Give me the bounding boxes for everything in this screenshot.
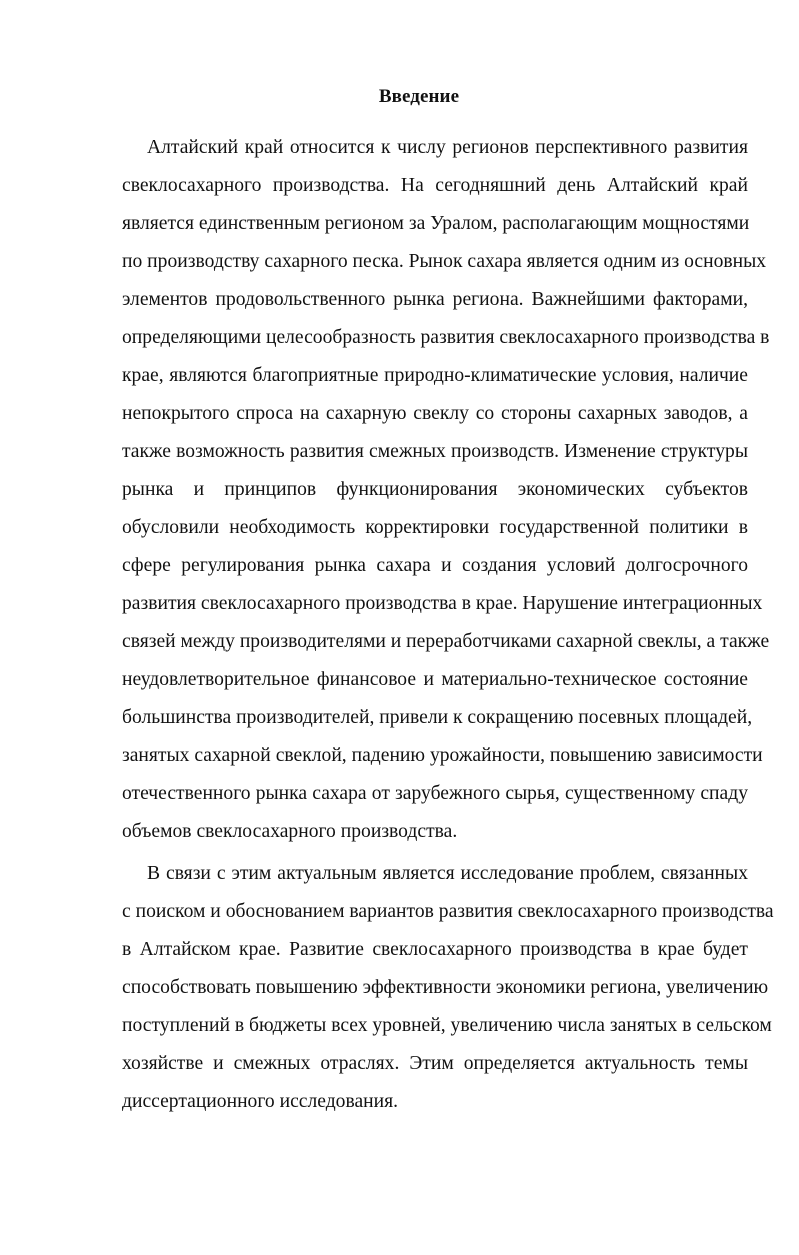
paragraph-line: отечественного рынка сахара от зарубежного сырья, существенному спаду [122, 783, 748, 804]
paragraph-line: является единственным регионом за Уралом, располагающим мощностями [122, 213, 750, 234]
paragraph-line: в Алтайском крае. Развитие свеклосахарного производства в крае будет [122, 939, 748, 960]
paragraph-line: по производству сахарного песка. Рынок сахара является одним из основных [122, 251, 767, 272]
paragraph-line: способствовать повышению эффективности экономики региона, увеличению [122, 977, 769, 998]
paragraph-line: занятых сахарной свеклой, падению урожайности, повышению зависимости [122, 745, 763, 766]
paragraph-line: элементов продовольственного рынка региона. Важнейшими факторами, [122, 289, 748, 310]
paragraph-line: рынка и принципов функционирования экономических субъектов [122, 479, 748, 500]
paragraph-line: поступлений в бюджеты всех уровней, увеличению числа занятых в сельском [122, 1015, 772, 1036]
paragraph-line: сфере регулирования рынка сахара и создания условий долгосрочного [122, 555, 748, 576]
paragraph-line: хозяйстве и смежных отраслях. Этим определяется актуальность темы [122, 1053, 748, 1074]
paragraph-line: связей между производителями и переработчиками сахарной свеклы, а также [122, 631, 770, 652]
paragraph-line: с поиском и обоснованием вариантов развития свеклосахарного производства [122, 901, 774, 922]
paragraph-line: Алтайский край относится к числу регионов перспективного развития [147, 137, 748, 158]
paragraph-line: обусловили необходимость корректировки государственной политики в [122, 517, 748, 538]
paragraph-line: В связи с этим актуальным является исследование проблем, связанных [147, 863, 748, 884]
paragraph-line: объемов свеклосахарного производства. [122, 821, 458, 842]
paragraph-line: диссертационного исследования. [122, 1091, 399, 1112]
paragraph-line: свеклосахарного производства. На сегодняшний день Алтайский край [122, 175, 748, 196]
paragraph-line: большинства производителей, привели к сокращению посевных площадей, [122, 707, 753, 728]
paragraph-line: определяющими целесообразность развития свеклосахарного производства в [122, 327, 770, 348]
page-title: Введение [378, 86, 460, 107]
paragraph-line: крае, являются благоприятные природно-климатические условия, наличие [122, 365, 748, 386]
paragraph-line: развития свеклосахарного производства в крае. Нарушение интеграционных [122, 593, 763, 614]
paragraph-line: неудовлетворительное финансовое и материально-техническое состояние [122, 669, 748, 690]
paragraph-line: также возможность развития смежных производств. Изменение структуры [122, 441, 748, 462]
paragraph-line: непокрытого спроса на сахарную свеклу со стороны сахарных заводов, а [122, 403, 748, 424]
